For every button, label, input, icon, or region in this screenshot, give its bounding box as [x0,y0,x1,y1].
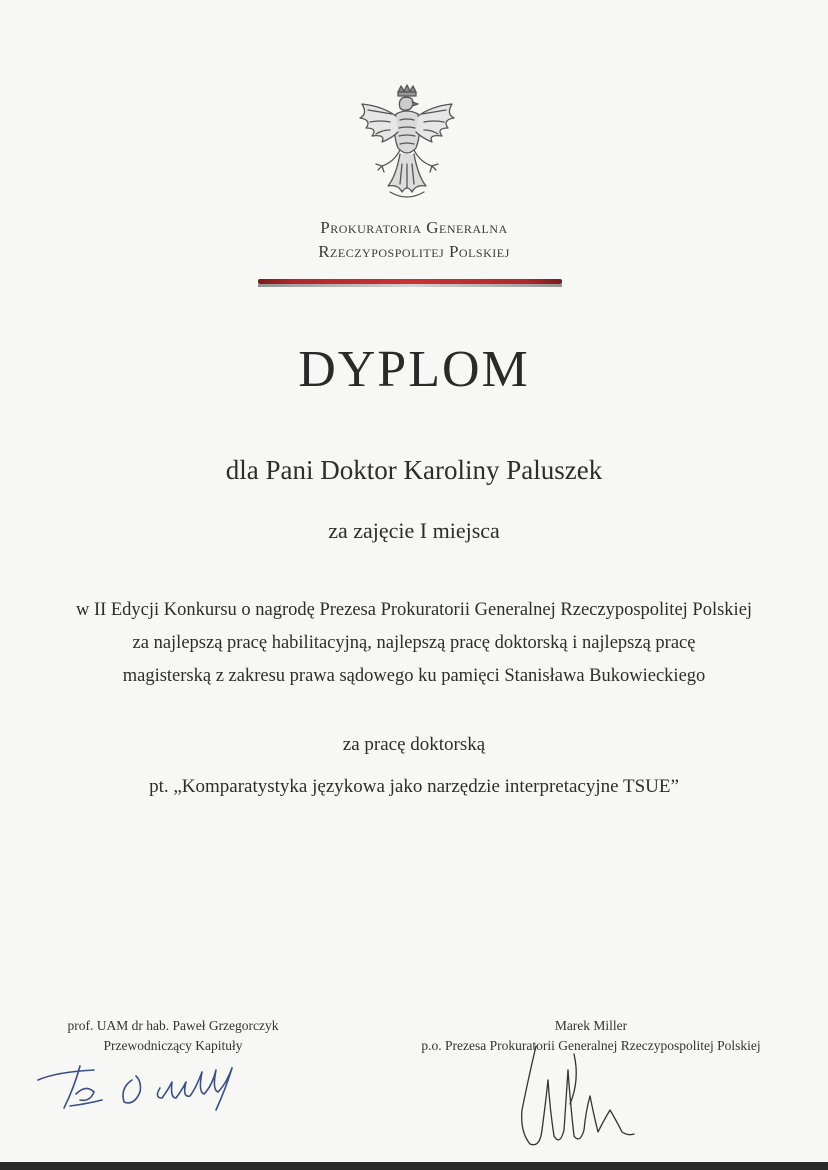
body-line: w II Edycji Konkursu o nagrodę Prezesa Prokuratorii Generalnej Rzeczypospolitej Polskiej [75,600,753,620]
polish-eagle-emblem-icon [352,84,462,206]
body-text [0,594,828,693]
scan-bottom-edge [0,1162,828,1170]
diploma-title: DYPLOM [298,341,530,398]
body-line: za najlepszą pracę habilitacyjną, najlepszą pracę doktorską i najlepszą pracę [132,633,696,653]
left-signatory-name: prof. UAM dr hab. Paweł Grzegorczyk [67,1018,279,1033]
work-label: za pracę doktorską [342,734,486,755]
left-handwritten-signature [36,1058,286,1118]
recipient-line: dla Pani Doktor Karoliny Paluszek [225,455,603,485]
left-signatory [20,1016,326,1056]
right-signatory-role: p.o. Prezesa Prokuratorii Generalnej Rzeczypospolitej Polskiej [421,1038,761,1053]
institution-name-line1: Prokuratoria Generalna [320,218,508,237]
divider-shadow [258,284,562,287]
body-line: magisterską z zakresu prawa sądowego ku pamięci Stanisława Bukowieckiego [122,666,706,686]
institution-name-line2: Rzeczypospolitej Polskiej [318,242,510,261]
work-title: pt. „Komparatystyka językowa jako narzędzie interpretacyjne TSUE” [149,776,679,797]
right-handwritten-signature [510,1040,640,1155]
left-signatory-role: Przewodniczący Kapituły [103,1038,243,1053]
place-line: za zajęcie I miejsca [328,518,500,543]
right-signatory-name: Marek Miller [554,1018,628,1033]
